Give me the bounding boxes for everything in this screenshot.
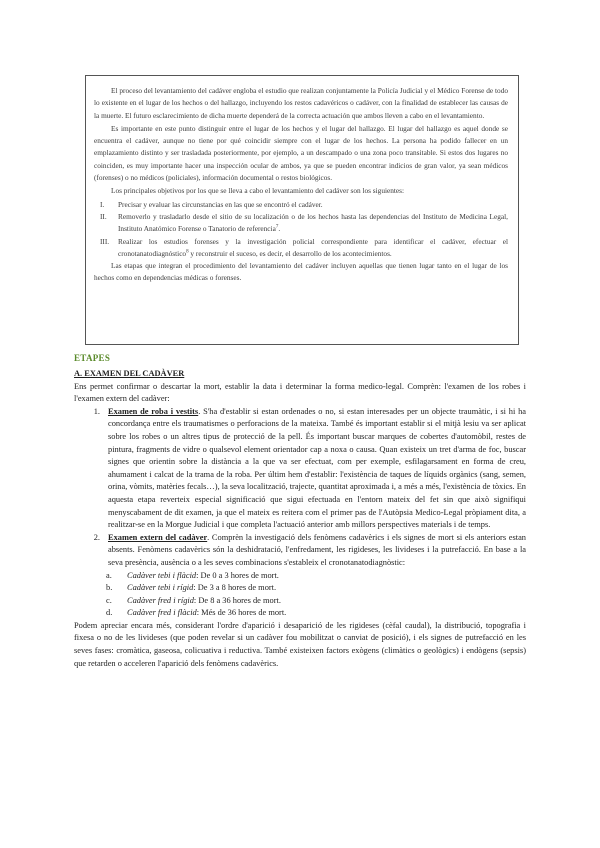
sub-text <box>127 582 526 595</box>
numbered-list <box>74 406 526 570</box>
sub-italic: Cadàver tebi i rígid <box>127 583 194 593</box>
box-item-text-main: Realizar los estudios forenses y la investigación policial correspondiente para identificar el cadáver, efectuar el cronotanatodiagnóstico <box>118 236 508 258</box>
intro-paragraph: Ens permet confirmar o descartar la mort, establir la data i determinar la forma medico-legal. Comprèn: l'examen de los robes i l'examen extern del cadàver: <box>74 381 526 404</box>
list-number: 2. <box>93 532 100 542</box>
sub-text <box>127 607 526 620</box>
box-item-text: Precisar y evaluar las circunstancias en las que se encontró el cadáver. <box>118 199 323 209</box>
main-text <box>74 368 526 670</box>
sub-letter: a. <box>106 570 112 580</box>
sub-text <box>127 595 526 608</box>
sub-letter: d. <box>106 608 113 618</box>
box-item-3 <box>94 236 508 261</box>
footnote-ref-7: 7 <box>275 224 279 230</box>
sub-item-a <box>106 570 526 583</box>
sub-item-c <box>106 595 526 608</box>
box-item-number: III. <box>100 236 110 246</box>
box-paragraph-4: Las etapas que integran el procedimiento del levantamiento del cadáver incluyen aquellas que tienen lugar tanto en el lugar de los hechos como en dependencias médicas o forenses. <box>94 261 508 283</box>
footnote-ref-8: 8 <box>186 249 189 255</box>
box-paragraph-2: Es importante en este punto distinguir entre el lugar de los hechos y el lugar del hallazgo. El lugar del hallazgo es aquel donde se encuentra el cadáver, aunque no tiene por qué coincidir siempre con el lugar de los hechos. La persona ha podido fallecer en un emplazamiento distinto y ser trasladada posteriormente, por ejemplo, a un descampado o una zona poco transitable. Si estos dos lugares no coinciden, es muy importante hacer una inspección ocular de ambos, ya que se pueden encontrar indicios de gran valor, ya sean médicos (forenses) o no médicos (policiales), información documental o restos biológicos. <box>94 123 508 183</box>
sub-italic: Cadàver fred i flàcid <box>127 608 197 618</box>
box-item-text <box>118 211 508 236</box>
list-item-2 <box>74 532 526 570</box>
sub-rest: : De 8 a 36 hores de mort. <box>193 595 281 605</box>
box-item-text-end: y reconstruir el suceso, es decir, el desarrollo de los acontecimientos. <box>188 248 392 258</box>
box-item-number: II. <box>100 211 107 221</box>
box-item-text-main: Removerlo y trasladarlo desde el sitio de su localización o de los hechos hasta las dependencias del Instituto de Medicina Legal, Instituto Anatómico Forense o Tanatorio de referencia <box>118 211 508 234</box>
sub-letter: c. <box>106 595 112 605</box>
sub-italic: Cadàver tebi i flàcid <box>127 570 197 580</box>
box-paragraph-3: Los principales objetivos por los que se lleva a cabo el levantamiento del cadáver son los siguientes: <box>111 186 405 196</box>
box-item-1 <box>94 199 508 211</box>
list-text <box>108 406 526 532</box>
list-text <box>108 532 526 570</box>
list-lead: Examen extern del cadàver <box>108 532 208 542</box>
box-item-number: I. <box>100 199 105 209</box>
sub-item-d <box>106 607 526 620</box>
list-lead: Examen de roba i vestits <box>108 406 199 416</box>
box-paragraph-1: El proceso del levantamiento del cadáver engloba el estudio que realizan conjuntamente la Policía Judicial y el Médico Forense de todo lo existente en el lugar de los hechos o del hallazgo, incluyendo los restos cadavéricos o cadáver, con la finalidad de establecer las causas de la muerte. El futuro esclarecimiento de dicha muerte dependerá de la correcta actuación que ambos lleven a cabo en el levantamiento. <box>94 86 508 120</box>
sub-letter: b. <box>106 583 113 593</box>
list-item-1 <box>74 406 526 532</box>
sub-italic: Cadàver fred i rígid <box>127 595 194 605</box>
list-body: . S'ha d'establir si estan ordenades o no, si estan interesades per un objecte traumàtic, i si hi ha concordança entre els traumatismes o perforacions de la mateixa. També és important establir si el mitjà lesiu va ser aplicat sobre los robes o un altres tipus de protecció de la pell. És important buscar marques de cobertes d'automòbil, restes de pintura, fragments de vidre o qualsevol element orientador cap a noxa o causa. Quan existeix un tret d'arma de foc, buscar signes que orientin sobre la distància a la que va ser efectuat, com per exemple, esfilagarsament en forma de creu, ahumament i calcat de la trama de la roba. Per últim hem d'establir: l'existència de taques de líquids orgànics (sang, semen, orina, vòmits, matèries fecals…), la seva localització, trajecte, quantitat aproximada i, a més a més, l'existència de tòxics. En aquesta etapa reverteix especial significació que sigui efectuada en l'entorn mateix del fet sin que això signifiqui menyscabament de dit examen, ja que el mateix es reitera com el primer pas de l'Autòpsia Medico-Legal pròpiament dita, a realitzar-se en la Morgue Judicial i que completa l'actuació anterior amb millors perspectives materials i de temps. <box>108 406 526 530</box>
sub-text <box>127 570 526 583</box>
section-heading: A. EXAMEN DEL CADÀVER <box>74 369 185 378</box>
box-item-text-end: . <box>278 224 281 234</box>
box-item-2 <box>94 211 508 236</box>
closing-paragraph: Podem apreciar encara més, considerant l'ordre d'aparició i desaparició de les rigideses (cèfal caudal), la distribució, topografia i fixesa o no de les livideses (que poden revelar si un cadàver fou mobilitzat o canviat de posició), i els signes de putrefacció en les seves fases: cromàtica, gaseosa, colicuativa i reductiva. També existeixen factors exògens (climàtics o geològics) i endògens (sepsis) que retarden o acceleren l'aparició dels fenòmens cadavèrics. <box>74 620 526 668</box>
quoted-spanish-box <box>85 75 519 345</box>
sub-rest: : De 0 a 3 hores de mort. <box>196 570 279 580</box>
box-item-text <box>118 236 508 261</box>
list-body: . Comprèn la investigació dels fenòmens cadavèrics i els signes de mort si els anteriors estan absents. Fenòmens cadavèrics són la deshidratació, l'enfredament, les rigideses, les livideses i la putrefacció. En base a la seva presència, ausència o a les seves combinacions s'estableix el cronotanatodiagnòstic: <box>108 532 526 567</box>
sub-rest: : Més de 36 hores de mort. <box>196 608 287 618</box>
sub-rest: : De 3 a 8 hores de mort. <box>193 583 277 593</box>
list-number: 1. <box>93 406 100 416</box>
etapes-heading: ETAPES <box>74 353 111 363</box>
sub-item-b <box>106 582 526 595</box>
